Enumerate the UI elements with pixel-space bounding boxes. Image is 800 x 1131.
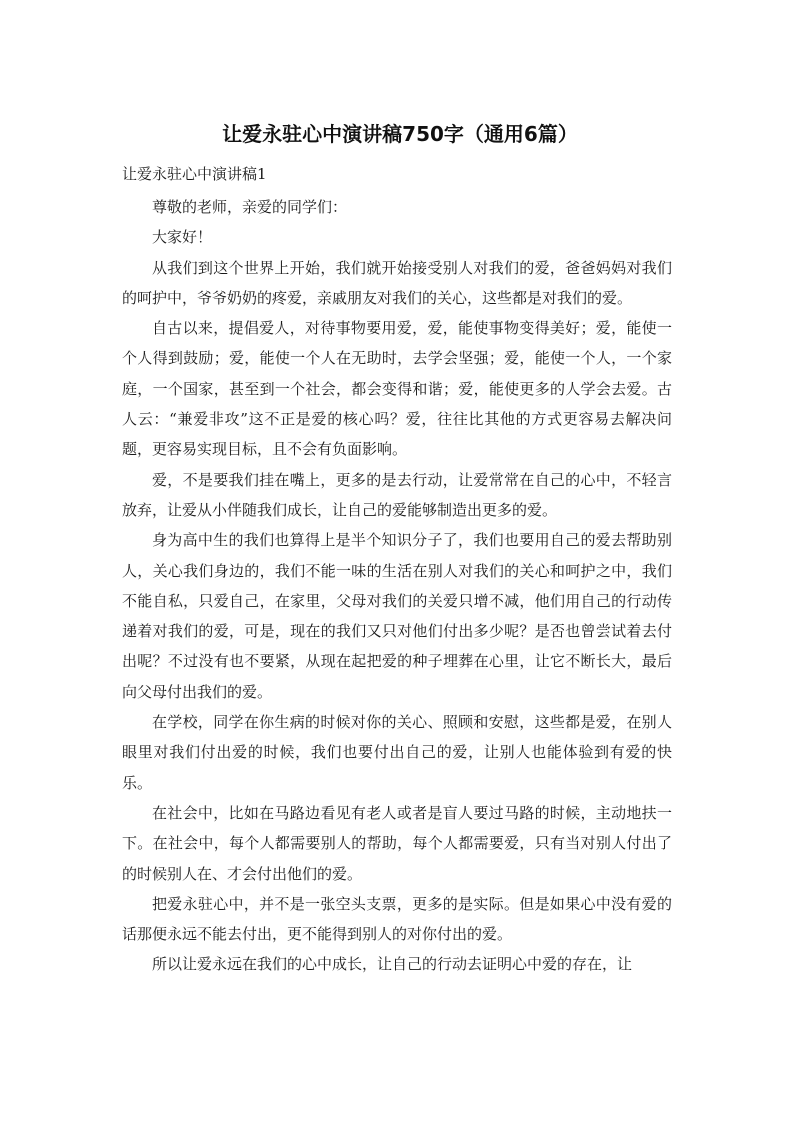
paragraph: 从我们到这个世界上开始，我们就开始接受别人对我们的爱，爸爸妈妈对我们的呵护中，爷爷奶奶的疼爱，亲戚朋友对我们的关心，这些都是对我们的爱。 [122,258,672,307]
paragraph-greeting: 尊敬的老师，亲爱的同学们： [152,198,348,216]
document-title: 让爱永驻心中演讲稿750字（通用6篇） [222,122,578,146]
section-heading: 让爱永驻心中演讲稿1 [122,165,267,183]
paragraph: 身为高中生的我们也算得上是半个知识分子了，我们也要用自己的爱去帮助别人，关心我们身边的，我们不能一味的生活在别人对我们的关心和呵护之中，我们不能自私，只爱自己，在家里，父母对我们的关爱只增不减，他们用自己的行动传递着对我们的爱，可是，现在的我们又只对他们付出多少呢？是否也曾尝试着去付出呢？不过没有也不要紧，从现在起把爱的种子埋葬在心里，让它不断长大，最后向父母付出我们的爱。 [122,531,672,701]
paragraph: 把爱永驻心中，并不是一张空头支票，更多的是实际。但是如果心中没有爱的话那便永远不能去付出，更不能得到别人的对你付出的爱。 [122,894,672,944]
paragraph: 在社会中，比如在马路边看见有老人或者是盲人要过马路的时候，主动地扶一下。在社会中，每个人都需要别人的帮助，每个人都需要爱，只有当对别人付出了的时候别人在、才会付出他们的爱。 [122,803,672,883]
paragraph: 所以让爱永远在我们的心中成长，让自己的行动去证明心中爱的存在，让 [152,955,633,974]
document-body [122,192,672,980]
paragraph: 自古以来，提倡爱人，对待事物要用爱，爱，能使事物变得美好；爱，能使一个人得到鼓励；爱，能使一个人在无助时，去学会坚强；爱，能使一个人，一个家庭，一个国家，甚至到一个社会，都会变得和谐；爱，能使更多的人学会去爱。古人云：“兼爱非攻”这不正是爱的核心吗？爱，往往比其他的方式更容易去解决问题，更容易实现目标，且不会有负面影响。 [122,319,672,459]
paragraph-hello: 大家好！ [152,228,213,247]
paragraph: 爱，不是要我们挂在嘴上，更多的是去行动，让爱常常在自己的心中，不轻言放弃，让爱从小伴随我们成长，让自己的爱能够制造出更多的爱。 [122,470,672,519]
paragraph: 在学校，同学在你生病的时候对你的关心、照顾和安慰，这些都是爱，在别人眼里对我们付出爱的时候，我们也要付出自己的爱，让别人也能体验到有爱的快乐。 [122,713,672,792]
